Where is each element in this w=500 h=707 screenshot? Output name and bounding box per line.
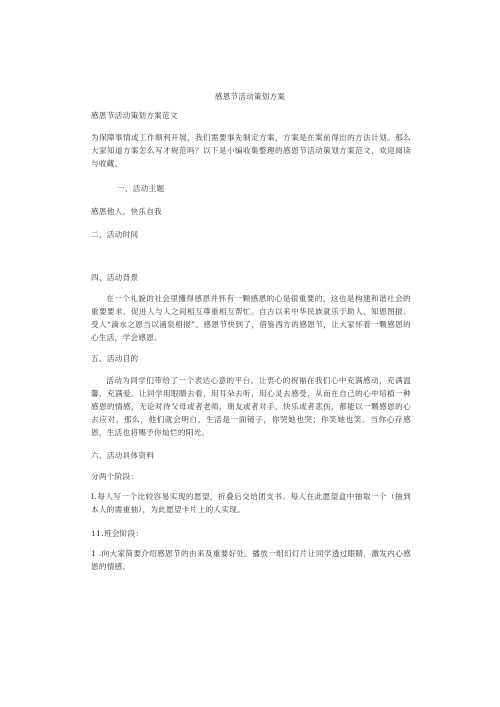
- step-item: 11.班会阶段：: [91, 529, 144, 538]
- section-body-theme: 感恩他人，快乐自我: [91, 207, 163, 216]
- section-body-background: 在一个礼貌的社会里懂得感恩并怀有一颗感恩的心是很重要的，这也是构建和谐社会的重要要求，促进人与人之间相互尊重相互帮忙。自古以来中华民族就乐于助人、知恩图报、受人“滴水之恩当以涌泉相报”。感恩节快到了，借鉴西方的感恩节，让大家怀着一颗感恩的心生活，学会感恩。: [91, 294, 411, 342]
- section-heading-time: 二、活动时间: [91, 230, 139, 239]
- section-heading-theme: 一、活动主题: [117, 184, 165, 193]
- intro-paragraph: 为保障事情或工作顺利开展，我们需要事先制定方案，方案是在案前得出的方法计划。那么大家知道方案怎么写才规范吗？以下是小编收集整理的感恩节活动策划方案范文，欢迎阅读与收藏。: [91, 133, 411, 168]
- section-heading-background: 四、活动背景: [91, 273, 139, 282]
- document-subtitle: 感恩节活动策划方案范文: [91, 111, 178, 120]
- step-item: 1 .向大家简要介绍感恩节的由来及重要好处。播放一组幻灯片让同学透过眼睛，激发内心感恩的情感。: [91, 549, 411, 571]
- document-title: 感恩节活动策划方案: [214, 92, 286, 101]
- step-item: Ⅰ.每人写一个比较容易实现的愿望，折叠后交给团支书。每人在此愿望盒中抽取一个（抽到本人的需重抽），为此愿望卡片上的人实现。: [91, 492, 411, 514]
- section-body-purpose: 活动为同学们带给了一个表达心意的平台。让衷心的祝福在我们心中充满感动，充满温馨，充满爱。让同学用眼睛去看，用耳朵去听，用心灵去感受，从而在自己的心中培植一种感恩的情感，无论对待父母或者老师，朋友或者对手，快乐或者悲伤，都能以一颗感恩的心去应对。那么，他们就会明白，生活是一面镜子，你哭她也哭；你笑她也笑。当你心存感恩，生活也将赐予你灿烂的阳光。: [91, 376, 411, 437]
- section-heading-purpose: 五、活动目的: [91, 354, 139, 363]
- section-heading-details: 六、活动具体资料: [91, 451, 155, 460]
- section-body-details: 分两个阶段：: [91, 472, 139, 481]
